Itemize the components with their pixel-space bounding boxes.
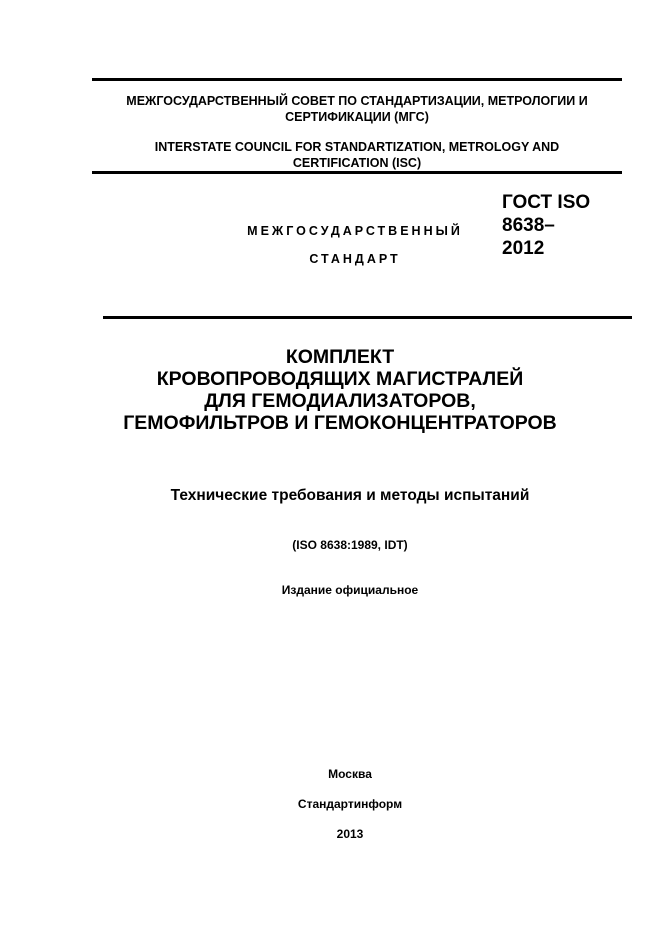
footer-publisher: Стандартинформ (297, 797, 403, 811)
council-ru-line1: МЕЖГОСУДАРСТВЕННЫЙ СОВЕТ ПО СТАНДАРТИЗАЦИИ, МЕТРОЛОГИИ И (126, 94, 588, 108)
council-en-line1: INTERSTATE COUNCIL FOR STANDARTIZATION, METROLOGY AND (154, 140, 560, 154)
document-subtitle: Технические требования и методы испытаний (170, 487, 530, 504)
standard-label-line1: МЕЖГОСУДАРСТВЕННЫЙ (247, 224, 463, 238)
top-rule (92, 78, 622, 81)
designation-line3: 2012 (502, 238, 545, 259)
iso-reference: (ISO 8638:1989, IDT) (292, 538, 408, 552)
standard-designation (502, 191, 590, 260)
header-bottom-rule (92, 171, 622, 174)
council-en (92, 139, 622, 171)
title-line3: ДЛЯ ГЕМОДИАЛИЗАТОРОВ, (204, 390, 476, 412)
council-ru-line2: СЕРТИФИКАЦИИ (МГС) (285, 110, 429, 124)
designation-bottom-rule (103, 316, 632, 319)
edition-note: Издание официальное (281, 583, 419, 597)
title-line2: КРОВОПРОВОДЯЩИХ МАГИСТРАЛЕЙ (156, 368, 524, 390)
council-en-line2: CERTIFICATION (ISC) (292, 156, 422, 170)
standard-label-line2: СТАНДАРТ (309, 252, 401, 266)
council-ru (92, 93, 622, 125)
designation-line1: ГОСТ ISO (502, 192, 591, 213)
footer-city: Москва (328, 767, 372, 781)
title-line1: КОМПЛЕКТ (285, 346, 395, 368)
footer-year: 2013 (336, 827, 364, 841)
title-line4: ГЕМОФИЛЬТРОВ И ГЕМОКОНЦЕНТРАТОРОВ (123, 412, 557, 434)
document-title (100, 346, 580, 434)
designation-line2: 8638– (502, 215, 555, 236)
